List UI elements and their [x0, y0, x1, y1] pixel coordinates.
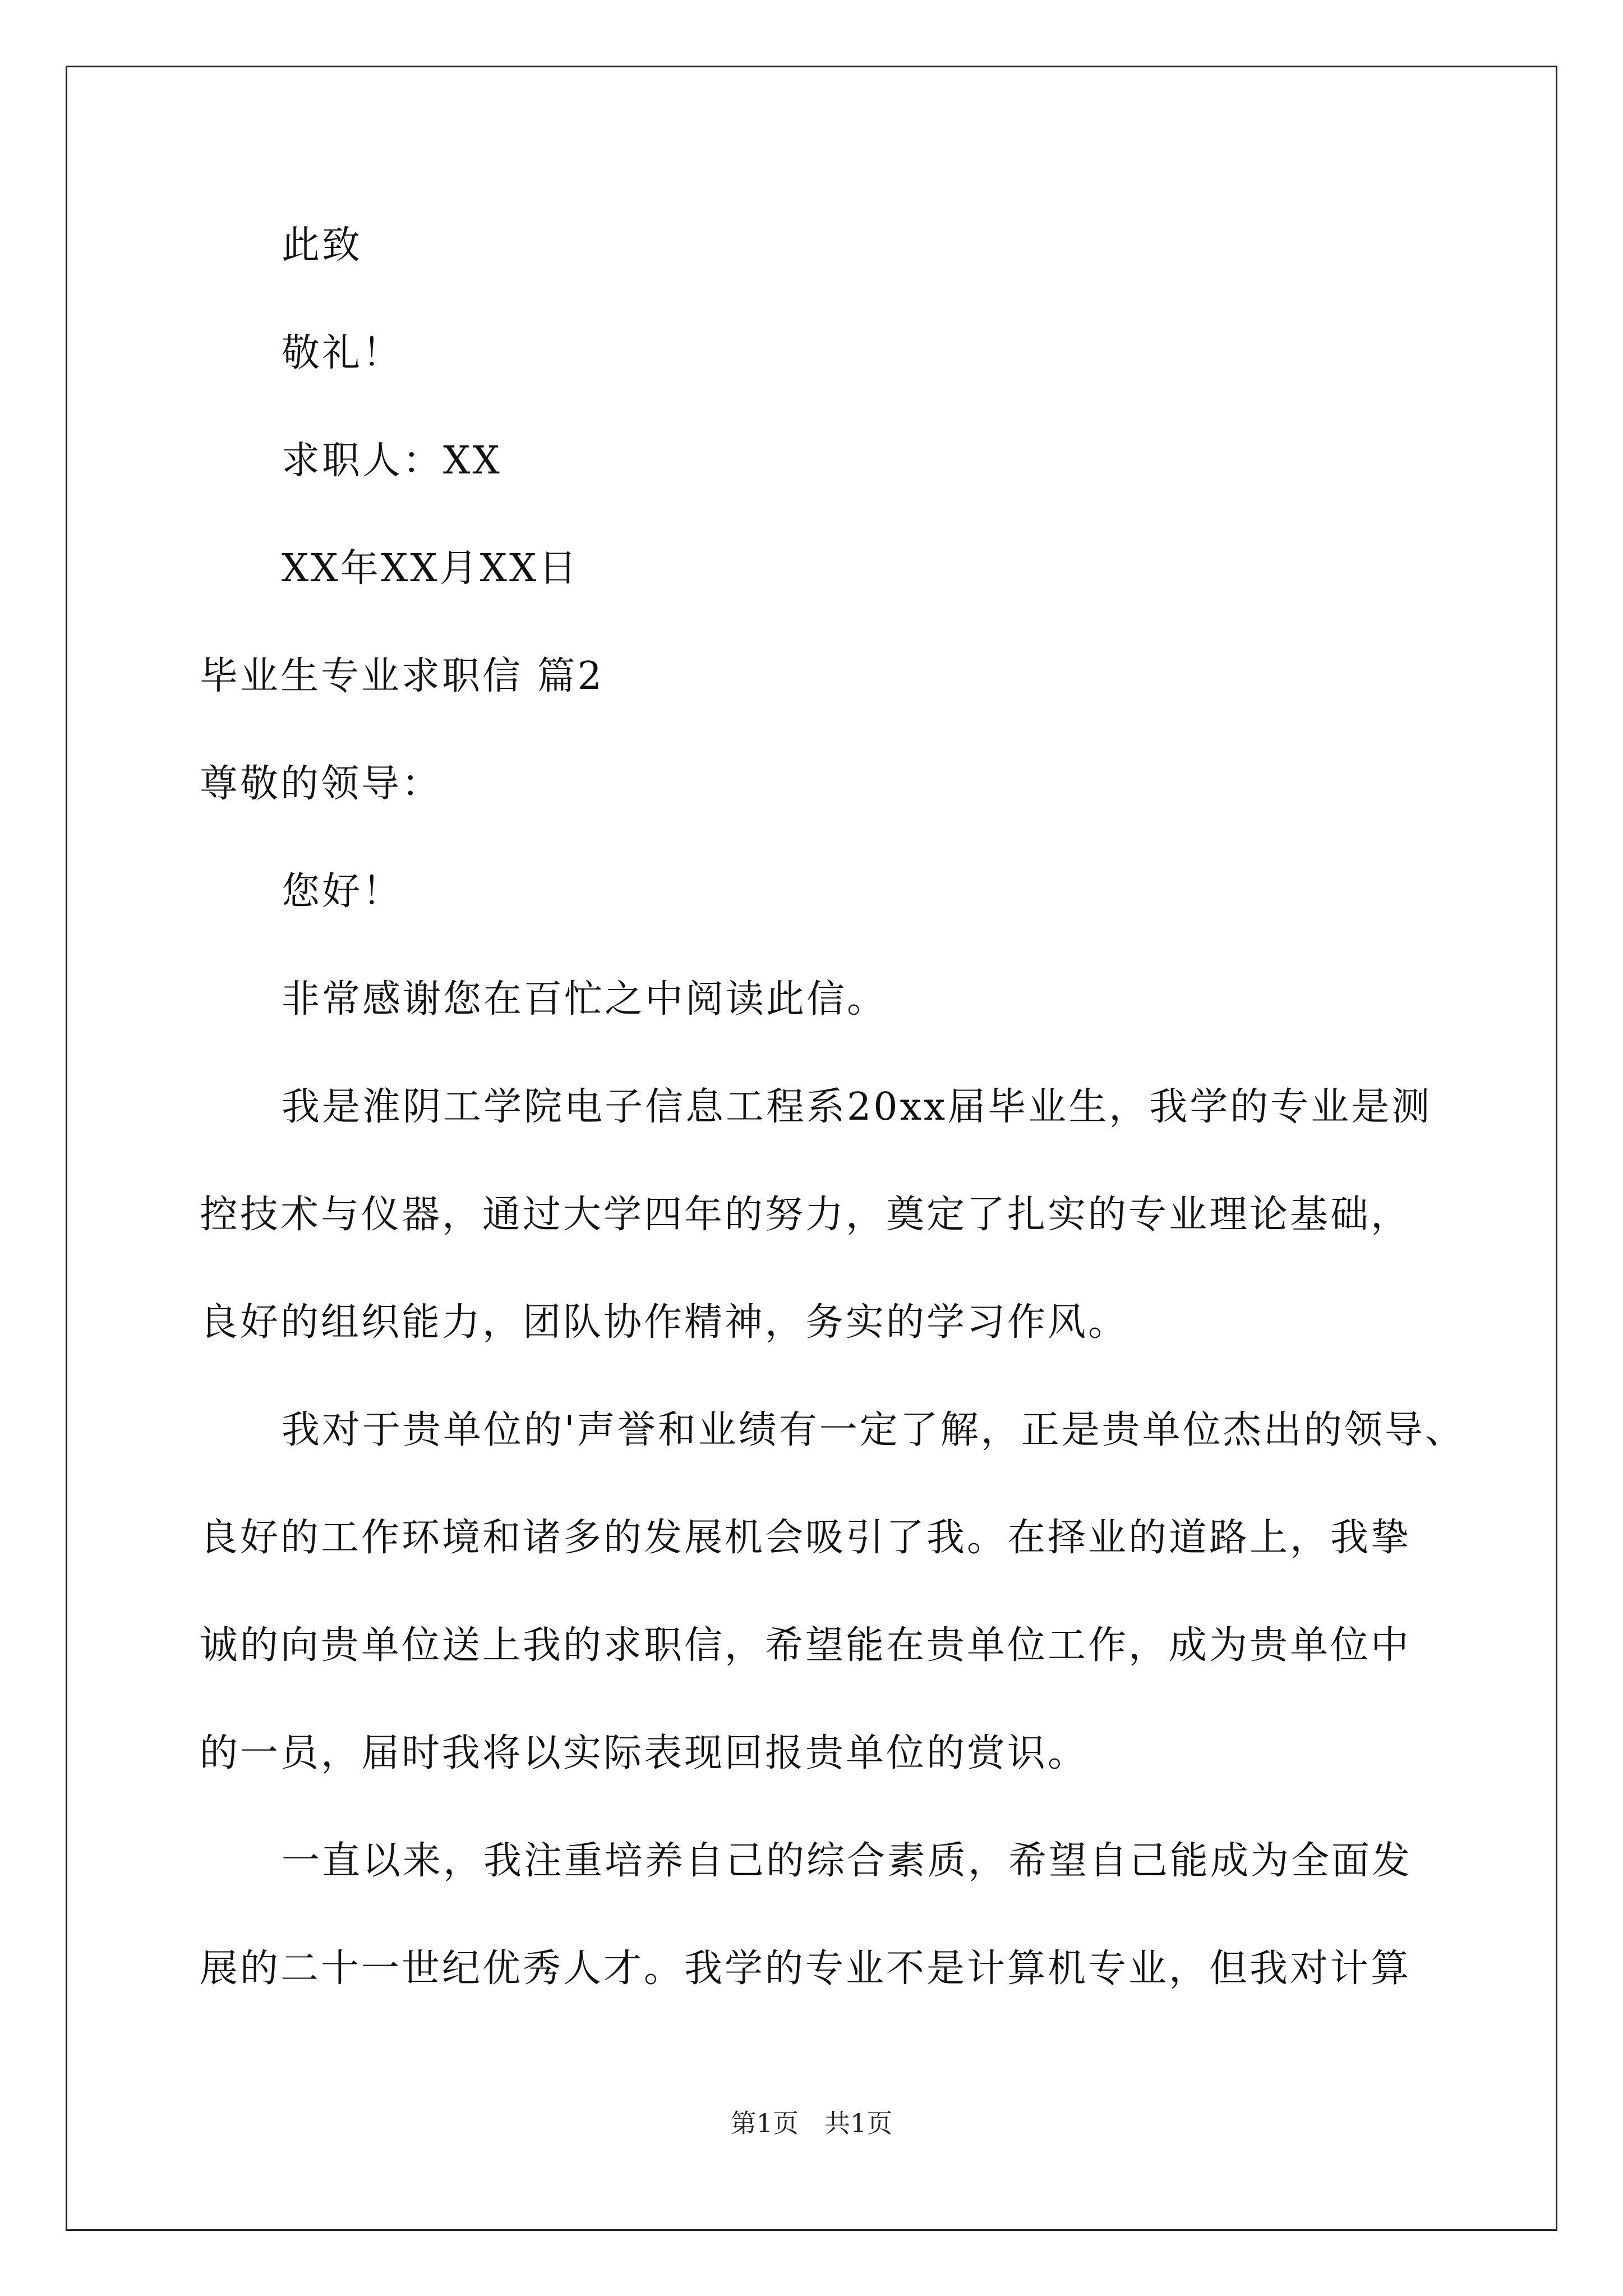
- paragraph-introduction: [200, 1080, 1433, 1350]
- paragraph-line: 良好的工作环境和诸多的发展机会吸引了我。在择业的道路上，我挚: [200, 1516, 1412, 1560]
- paragraph-line: 一直以来，我注重培养自己的综合素质，希望自己能成为全面发: [282, 1839, 1413, 1883]
- closing-line: 此致: [282, 223, 363, 268]
- date-line: XX年XX月XX日: [282, 546, 579, 591]
- section-heading: 毕业生专业求职信 篇2: [200, 654, 604, 698]
- salutation-line: 敬礼！: [282, 331, 403, 375]
- paragraph-line: 展的二十一世纪优秀人才。我学的专业不是计算机专业，但我对计算: [200, 1947, 1412, 1991]
- paragraph-line: 我是淮阴工学院电子信息工程系20xx届毕业生，我学的专业是测: [282, 1085, 1432, 1129]
- greeting-addressee: 尊敬的领导：: [200, 762, 442, 806]
- greeting-line: 您好！: [282, 869, 403, 914]
- page-footer: 第1页 共1页: [730, 2108, 893, 2138]
- paragraph-line: 控技术与仪器，通过大学四年的努力，奠定了扎实的专业理论基础，: [200, 1193, 1412, 1237]
- paragraph-line: 的一员，届时我将以实际表现回报贵单位的赏识。: [200, 1731, 1089, 1775]
- paragraph-line: 良好的组织能力，团队协作精神，务实的学习作风。: [200, 1300, 1129, 1345]
- paragraph-line: 诚的向贵单位送上我的求职信，希望能在贵单位工作，成为贵单位中: [200, 1623, 1412, 1668]
- paragraph-line: 我对于贵单位的'声誉和业绩有一定了解，正是贵单位杰出的领导、: [282, 1408, 1465, 1452]
- document-body: [200, 219, 1465, 2050]
- applicant-line: 求职人：XX: [282, 439, 502, 483]
- thanks-line: 非常感谢您在百忙之中阅读此信。: [282, 977, 888, 1022]
- paragraph-qualities: [200, 1834, 1433, 1996]
- paragraph-motivation: [200, 1404, 1465, 1780]
